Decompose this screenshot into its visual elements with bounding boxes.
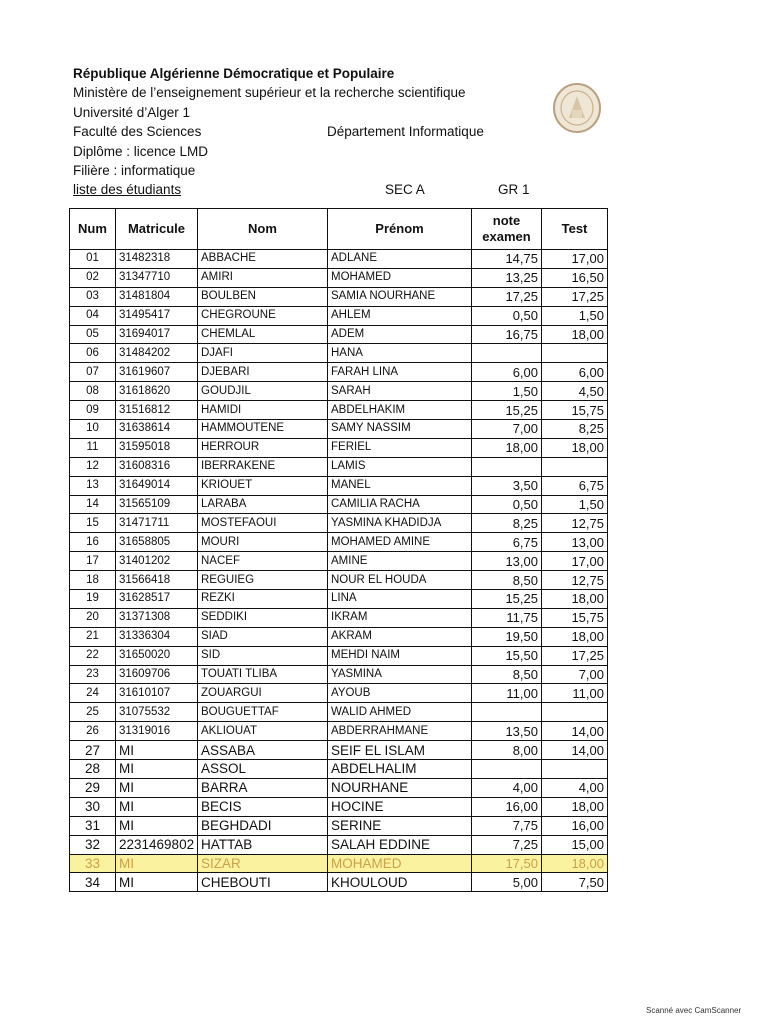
department-name: Département Informatique — [327, 124, 484, 140]
cell-note-examen: 19,50 — [472, 627, 542, 646]
cell-num: 06 — [70, 344, 116, 363]
cell-nom: SIZAR — [198, 854, 328, 873]
cell-note-examen: 13,00 — [472, 552, 542, 571]
cell-num: 08 — [70, 382, 116, 401]
cell-test: 17,00 — [542, 552, 608, 571]
cell-num: 15 — [70, 514, 116, 533]
cell-note-examen: 8,50 — [472, 665, 542, 684]
university-name: Université d’Alger 1 — [73, 104, 191, 120]
cell-num: 29 — [70, 778, 116, 797]
cell-num: 07 — [70, 363, 116, 382]
table-row — [70, 646, 608, 665]
cell-prenom: YASMINA — [328, 665, 472, 684]
cell-num: 13 — [70, 476, 116, 495]
table-row — [70, 514, 608, 533]
cell-test: 14,00 — [542, 741, 608, 760]
cell-test: 17,25 — [542, 287, 608, 306]
cell-note-examen: 6,75 — [472, 533, 542, 552]
cell-nom: TOUATI TLIBA — [198, 665, 328, 684]
col-header-nom: Nom — [198, 209, 328, 250]
cell-matricule: MI — [116, 873, 198, 892]
cell-prenom: MOHAMED AMINE — [328, 533, 472, 552]
cell-prenom: IKRAM — [328, 608, 472, 627]
cell-nom: LARABA — [198, 495, 328, 514]
cell-prenom: SEIF EL ISLAM — [328, 741, 472, 760]
table-row — [70, 363, 608, 382]
cell-test — [542, 457, 608, 476]
cell-matricule: MI — [116, 741, 198, 760]
cell-num: 12 — [70, 457, 116, 476]
cell-note-examen: 11,00 — [472, 684, 542, 703]
cell-num: 28 — [70, 760, 116, 779]
cell-prenom: MOHAMED — [328, 268, 472, 287]
cell-matricule: 31319016 — [116, 722, 198, 741]
cell-num: 25 — [70, 703, 116, 722]
cell-note-examen: 15,25 — [472, 401, 542, 420]
col-header-note-examen: note examen — [472, 209, 542, 250]
cell-num: 26 — [70, 722, 116, 741]
cell-nom: ASSOL — [198, 760, 328, 779]
cell-num: 11 — [70, 438, 116, 457]
cell-nom: BARRA — [198, 778, 328, 797]
cell-nom: HAMIDI — [198, 401, 328, 420]
table-row — [70, 306, 608, 325]
cell-num: 19 — [70, 590, 116, 609]
cell-nom: BOULBEN — [198, 287, 328, 306]
table-row — [70, 627, 608, 646]
cell-prenom: ADEM — [328, 325, 472, 344]
cell-prenom: LINA — [328, 590, 472, 609]
col-header-test: Test — [542, 209, 608, 250]
group-label: GR 1 — [498, 182, 530, 198]
cell-prenom: WALID AHMED — [328, 703, 472, 722]
cell-nom: ASSABA — [198, 741, 328, 760]
cell-note-examen: 1,50 — [472, 382, 542, 401]
cell-num: 17 — [70, 552, 116, 571]
diploma-label: Diplôme : licence LMD — [73, 143, 209, 159]
cell-test: 18,00 — [542, 325, 608, 344]
cell-nom: CHEMLAL — [198, 325, 328, 344]
cell-matricule: 31694017 — [116, 325, 198, 344]
cell-test: 18,00 — [542, 854, 608, 873]
field-label: Filière : informatique — [73, 162, 196, 178]
cell-note-examen: 0,50 — [472, 495, 542, 514]
table-row — [70, 608, 608, 627]
cell-nom: CHEBOUTI — [198, 873, 328, 892]
cell-num: 10 — [70, 420, 116, 439]
cell-matricule: 31650020 — [116, 646, 198, 665]
cell-test: 6,75 — [542, 476, 608, 495]
table-row — [70, 571, 608, 590]
cell-nom: IBERRAKENE — [198, 457, 328, 476]
cell-prenom: AHLEM — [328, 306, 472, 325]
cell-nom: HATTAB — [198, 835, 328, 854]
cell-test: 15,75 — [542, 608, 608, 627]
cell-num: 16 — [70, 533, 116, 552]
cell-matricule: MI — [116, 778, 198, 797]
cell-prenom: SALAH EDDINE — [328, 835, 472, 854]
cell-note-examen — [472, 344, 542, 363]
cell-num: 04 — [70, 306, 116, 325]
cell-prenom: ABDERRAHMANE — [328, 722, 472, 741]
cell-nom: NACEF — [198, 552, 328, 571]
cell-num: 32 — [70, 835, 116, 854]
cell-note-examen: 7,25 — [472, 835, 542, 854]
cell-prenom: NOUR EL HOUDA — [328, 571, 472, 590]
republic-title: République Algérienne Démocratique et Populaire — [73, 66, 395, 81]
cell-matricule: 31610107 — [116, 684, 198, 703]
cell-prenom: FERIEL — [328, 438, 472, 457]
cell-test: 14,00 — [542, 722, 608, 741]
cell-test: 15,00 — [542, 835, 608, 854]
cell-test — [542, 703, 608, 722]
cell-prenom: CAMILIA RACHA — [328, 495, 472, 514]
cell-matricule: 31347710 — [116, 268, 198, 287]
cell-test: 7,00 — [542, 665, 608, 684]
table-row — [70, 873, 608, 892]
cell-num: 23 — [70, 665, 116, 684]
cell-note-examen: 14,75 — [472, 250, 542, 269]
cell-num: 31 — [70, 816, 116, 835]
cell-num: 34 — [70, 873, 116, 892]
table-row — [70, 778, 608, 797]
cell-matricule: 31401202 — [116, 552, 198, 571]
table-row — [70, 684, 608, 703]
cell-matricule: 31608316 — [116, 457, 198, 476]
cell-test: 17,00 — [542, 250, 608, 269]
cell-test: 6,00 — [542, 363, 608, 382]
cell-note-examen: 18,00 — [472, 438, 542, 457]
cell-matricule: MI — [116, 816, 198, 835]
cell-test: 18,00 — [542, 590, 608, 609]
cell-num: 21 — [70, 627, 116, 646]
cell-nom: SID — [198, 646, 328, 665]
cell-prenom: MEHDI NAIM — [328, 646, 472, 665]
cell-note-examen — [472, 703, 542, 722]
cell-prenom: SARAH — [328, 382, 472, 401]
col-header-prenom: Prénom — [328, 209, 472, 250]
cell-test: 18,00 — [542, 627, 608, 646]
cell-note-examen: 13,25 — [472, 268, 542, 287]
cell-prenom: ABDELHAKIM — [328, 401, 472, 420]
table-header-row — [70, 209, 608, 250]
cell-test: 12,75 — [542, 571, 608, 590]
table-row — [70, 401, 608, 420]
cell-num: 33 — [70, 854, 116, 873]
cell-num: 30 — [70, 797, 116, 816]
cell-test: 4,50 — [542, 382, 608, 401]
cell-test: 4,00 — [542, 778, 608, 797]
cell-nom: BEGHDADI — [198, 816, 328, 835]
cell-num: 18 — [70, 571, 116, 590]
table-row — [70, 741, 608, 760]
cell-matricule: 31481804 — [116, 287, 198, 306]
cell-nom: HAMMOUTENE — [198, 420, 328, 439]
cell-nom: MOURI — [198, 533, 328, 552]
cell-nom: KRIOUET — [198, 476, 328, 495]
cell-test: 1,50 — [542, 495, 608, 514]
students-table — [69, 208, 608, 892]
cell-test: 13,00 — [542, 533, 608, 552]
cell-test: 15,75 — [542, 401, 608, 420]
cell-note-examen: 7,75 — [472, 816, 542, 835]
cell-prenom: MANEL — [328, 476, 472, 495]
col-header-matricule: Matricule — [116, 209, 198, 250]
cell-prenom: AKRAM — [328, 627, 472, 646]
cell-note-examen: 4,00 — [472, 778, 542, 797]
cell-prenom: MOHAMED — [328, 854, 472, 873]
cell-matricule: 31566418 — [116, 571, 198, 590]
cell-matricule: 31075532 — [116, 703, 198, 722]
cell-matricule: 31649014 — [116, 476, 198, 495]
cell-num: 14 — [70, 495, 116, 514]
cell-prenom: FARAH LINA — [328, 363, 472, 382]
cell-note-examen: 3,50 — [472, 476, 542, 495]
cell-test: 18,00 — [542, 438, 608, 457]
cell-num: 20 — [70, 608, 116, 627]
table-row — [70, 438, 608, 457]
cell-nom: REZKI — [198, 590, 328, 609]
cell-prenom: ABDELHALIM — [328, 760, 472, 779]
cell-nom: ZOUARGUI — [198, 684, 328, 703]
table-row — [70, 495, 608, 514]
cell-matricule: MI — [116, 854, 198, 873]
table-row — [70, 797, 608, 816]
cell-matricule: 31618620 — [116, 382, 198, 401]
table-row — [70, 476, 608, 495]
list-title: liste des étudiants — [73, 182, 182, 198]
cell-test — [542, 344, 608, 363]
table-row — [70, 533, 608, 552]
document-header — [73, 64, 633, 200]
cell-prenom: SAMIA NOURHANE — [328, 287, 472, 306]
cell-matricule: 31371308 — [116, 608, 198, 627]
cell-prenom: SERINE — [328, 816, 472, 835]
cell-matricule: 31484202 — [116, 344, 198, 363]
cell-nom: CHEGROUNE — [198, 306, 328, 325]
cell-prenom: KHOULOUD — [328, 873, 472, 892]
cell-prenom: YASMINA KHADIDJA — [328, 514, 472, 533]
cell-test: 1,50 — [542, 306, 608, 325]
cell-nom: HERROUR — [198, 438, 328, 457]
cell-note-examen: 8,00 — [472, 741, 542, 760]
cell-test: 16,50 — [542, 268, 608, 287]
cell-nom: BECIS — [198, 797, 328, 816]
cell-nom: REGUIEG — [198, 571, 328, 590]
cell-nom: SEDDIKI — [198, 608, 328, 627]
cell-num: 03 — [70, 287, 116, 306]
table-row — [70, 382, 608, 401]
cell-matricule: 31495417 — [116, 306, 198, 325]
table-row — [70, 268, 608, 287]
cell-matricule: 31628517 — [116, 590, 198, 609]
cell-test: 11,00 — [542, 684, 608, 703]
cell-test: 16,00 — [542, 816, 608, 835]
cell-note-examen: 15,50 — [472, 646, 542, 665]
cell-nom: MOSTEFAOUI — [198, 514, 328, 533]
table-row — [70, 344, 608, 363]
cell-note-examen: 5,00 — [472, 873, 542, 892]
cell-note-examen: 7,00 — [472, 420, 542, 439]
cell-matricule: MI — [116, 797, 198, 816]
cell-nom: DJAFI — [198, 344, 328, 363]
cell-note-examen: 16,75 — [472, 325, 542, 344]
cell-note-examen: 17,25 — [472, 287, 542, 306]
cell-prenom: NOURHANE — [328, 778, 472, 797]
cell-note-examen: 13,50 — [472, 722, 542, 741]
cell-matricule: 31638614 — [116, 420, 198, 439]
table-row — [70, 287, 608, 306]
table-row — [70, 590, 608, 609]
table-row — [70, 325, 608, 344]
cell-prenom: HANA — [328, 344, 472, 363]
cell-note-examen — [472, 457, 542, 476]
table-row — [70, 250, 608, 269]
cell-num: 27 — [70, 741, 116, 760]
cell-prenom: ADLANE — [328, 250, 472, 269]
cell-num: 09 — [70, 401, 116, 420]
cell-prenom: LAMIS — [328, 457, 472, 476]
cell-nom: SIAD — [198, 627, 328, 646]
cell-nom: ABBACHE — [198, 250, 328, 269]
cell-prenom: SAMY NASSIM — [328, 420, 472, 439]
cell-note-examen: 0,50 — [472, 306, 542, 325]
cell-note-examen: 15,25 — [472, 590, 542, 609]
university-seal-icon — [552, 82, 602, 134]
table-row — [70, 722, 608, 741]
cell-note-examen: 8,25 — [472, 514, 542, 533]
table-row — [70, 835, 608, 854]
table-row — [70, 703, 608, 722]
camscanner-watermark: Scanné avec CamScanner — [646, 1006, 742, 1015]
faculty-name: Faculté des Sciences — [73, 124, 202, 140]
cell-prenom: AMINE — [328, 552, 472, 571]
col-header-num: Num — [70, 209, 116, 250]
cell-matricule: 31482318 — [116, 250, 198, 269]
cell-matricule: MI — [116, 760, 198, 779]
cell-prenom: AYOUB — [328, 684, 472, 703]
cell-note-examen: 8,50 — [472, 571, 542, 590]
cell-nom: AKLIOUAT — [198, 722, 328, 741]
cell-test: 8,25 — [542, 420, 608, 439]
cell-test: 17,25 — [542, 646, 608, 665]
table-row — [70, 665, 608, 684]
cell-matricule: 31565109 — [116, 495, 198, 514]
cell-num: 02 — [70, 268, 116, 287]
table-row — [70, 760, 608, 779]
cell-matricule: 31336304 — [116, 627, 198, 646]
cell-test: 12,75 — [542, 514, 608, 533]
cell-note-examen: 16,00 — [472, 797, 542, 816]
cell-num: 24 — [70, 684, 116, 703]
ministry-title: Ministère de l’enseignement supérieur et la recherche scientifique — [73, 85, 466, 101]
table-row — [70, 420, 608, 439]
cell-note-examen: 6,00 — [472, 363, 542, 382]
cell-num: 22 — [70, 646, 116, 665]
cell-num: 05 — [70, 325, 116, 344]
table-row — [70, 457, 608, 476]
cell-test: 18,00 — [542, 797, 608, 816]
cell-prenom: HOCINE — [328, 797, 472, 816]
cell-note-examen: 11,75 — [472, 608, 542, 627]
cell-note-examen — [472, 760, 542, 779]
table-row — [70, 816, 608, 835]
cell-nom: DJEBARI — [198, 363, 328, 382]
cell-nom: GOUDJIL — [198, 382, 328, 401]
cell-matricule: 31619607 — [116, 363, 198, 382]
table-row — [70, 552, 608, 571]
section-label: SEC A — [385, 182, 425, 198]
table-row — [70, 854, 608, 873]
cell-test: 7,50 — [542, 873, 608, 892]
cell-test — [542, 760, 608, 779]
cell-matricule: 31516812 — [116, 401, 198, 420]
cell-matricule: 31471711 — [116, 514, 198, 533]
cell-nom: BOUGUETTAF — [198, 703, 328, 722]
cell-note-examen: 17,50 — [472, 854, 542, 873]
cell-matricule: 31658805 — [116, 533, 198, 552]
cell-nom: AMIRI — [198, 268, 328, 287]
cell-num: 01 — [70, 250, 116, 269]
cell-matricule: 31595018 — [116, 438, 198, 457]
cell-matricule: 31609706 — [116, 665, 198, 684]
cell-matricule: 2231469802 — [116, 835, 198, 854]
